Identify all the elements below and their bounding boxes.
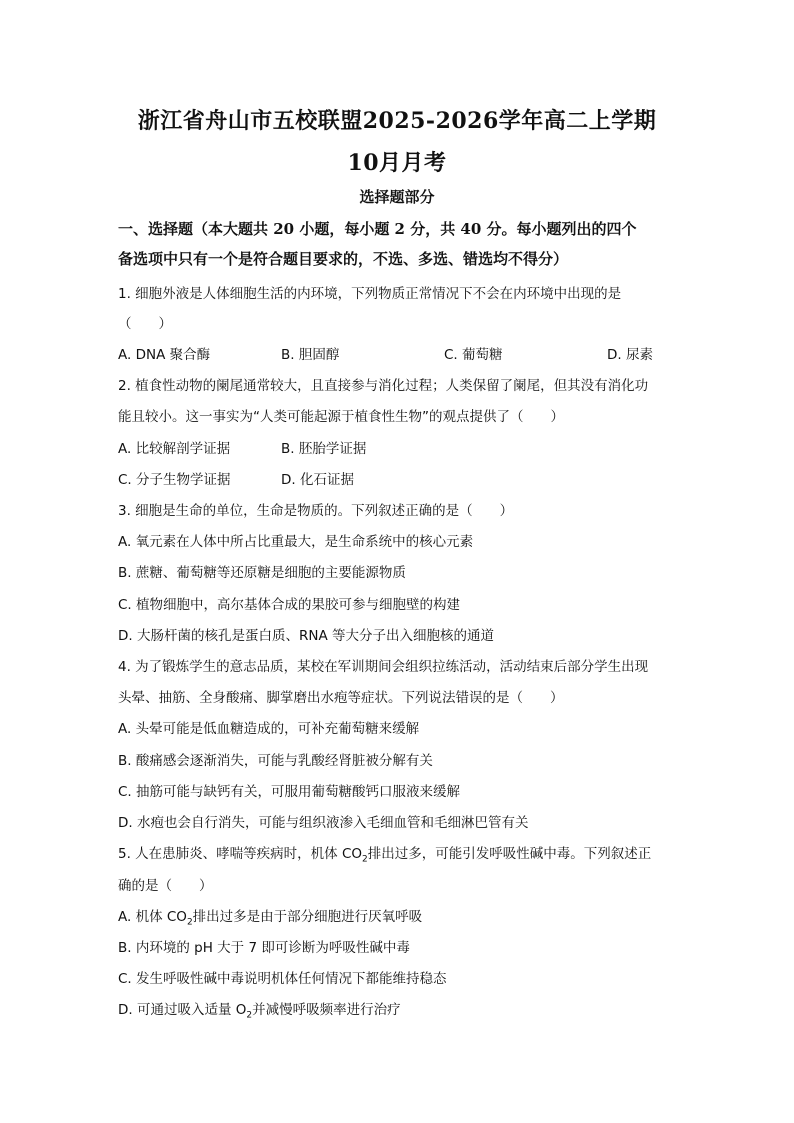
q5-d-sub: 2 [246, 1010, 253, 1021]
section-subtitle: 选择题部分 [359, 188, 435, 206]
q5-d-pre: D. 可通过吸入适量 O [118, 1002, 247, 1018]
exam-title-line1: 浙江省舟山市五校联盟2025-2026学年高二上学期 [137, 108, 657, 134]
q5-stem-line1 [118, 842, 651, 865]
q4-option-a: A. 头晕可能是低血糖造成的，可补充葡萄糖来缓解 [118, 721, 420, 737]
q1-option-d: D. 尿素 [607, 347, 653, 363]
q5-stem-line2: 确的是（ ） [118, 878, 213, 894]
section-heading-line1: 一、选择题（本大题共 20 小题，每小题 2 分，共 40 分。每小题列出的四个 [118, 220, 637, 238]
q2-stem-line1: 2. 植食性动物的阑尾通常较大，且直接参与消化过程；人类保留了阑尾，但其没有消化功 [118, 378, 649, 394]
q2-options-row1 [118, 437, 678, 457]
q1-stem-line2: （ ） [118, 316, 172, 332]
q1-options [118, 343, 678, 363]
q5-a-sub: 2 [186, 917, 193, 928]
q5-stem-sub: 2 [362, 854, 368, 865]
q2-option-c: C. 分子生物学证据 [118, 472, 231, 488]
q4-option-b: B. 酸痛感会逐渐消失，可能与乳酸经肾脏被分解有关 [118, 753, 433, 769]
q5-option-c: C. 发生呼吸性碱中毒说明机体任何情况下都能维持稳态 [118, 971, 447, 987]
q5-option-a [118, 905, 422, 928]
q5-a-post: 排出过多是由于部分细胞进行厌氧呼吸 [192, 909, 423, 925]
q1-option-b: B. 胆固醇 [281, 347, 340, 363]
q4-option-d: D. 水疱也会自行消失，可能与组织液渗入毛细血管和毛细淋巴管有关 [118, 815, 529, 831]
q3-stem: 3. 细胞是生命的单位，生命是物质的。下列叙述正确的是（ ） [118, 503, 514, 519]
q1-option-a: A. DNA 聚合酶 [118, 347, 211, 363]
q4-option-c: C. 抽筋可能与缺钙有关，可服用葡萄糖酸钙口服液来缓解 [118, 784, 461, 800]
q2-option-a: A. 比较解剖学证据 [118, 441, 231, 457]
q2-stem-line2: 能且较小。这一事实为“人类可能起源于植食性生物”的观点提供了（ ） [118, 409, 564, 425]
q5-stem-pre: 5. 人在患肺炎、哮喘等疾病时，机体 CO [118, 846, 363, 862]
section-heading-line2: 备选项中只有一个是符合题目要求的，不选、多选、错选均不得分） [118, 250, 569, 268]
q1-stem-line1: 1. 细胞外液是人体细胞生活的内环境，下列物质正常情况下不会在内环境中出现的是 [118, 286, 622, 302]
q2-option-b: B. 胚胎学证据 [281, 441, 367, 457]
q2-option-d: D. 化石证据 [281, 472, 354, 488]
q1-option-c: C. 葡萄糖 [444, 347, 503, 363]
q5-option-d [118, 998, 401, 1021]
q5-option-b: B. 内环境的 pH 大于 7 即可诊断为呼吸性碱中毒 [118, 940, 410, 956]
exam-title-line2: 10月月考 [347, 150, 447, 176]
q3-option-d: D. 大肠杆菌的核孔是蛋白质、RNA 等大分子出入细胞核的通道 [118, 628, 494, 644]
q5-a-pre: A. 机体 CO [118, 909, 187, 925]
q5-d-post: 并减慢呼吸频率进行治疗 [252, 1002, 401, 1018]
q4-stem-line2: 头晕、抽筋、全身酸痛、脚掌磨出水疱等症状。下列说法错误的是（ ） [118, 690, 564, 706]
q4-stem-line1: 4. 为了锻炼学生的意志品质，某校在军训期间会组织拉练活动，活动结束后部分学生出现 [118, 659, 649, 675]
q3-option-b: B. 蔗糖、葡萄糖等还原糖是细胞的主要能源物质 [118, 565, 406, 581]
q3-option-a: A. 氧元素在人体中所占比重最大，是生命系统中的核心元素 [118, 534, 474, 550]
q5-stem-post: 排出过多，可能引发呼吸性碱中毒。下列叙述正 [367, 846, 652, 862]
q2-options-row2 [118, 468, 678, 488]
q3-option-c: C. 植物细胞中，高尔基体合成的果胶可参与细胞壁的构建 [118, 597, 461, 613]
